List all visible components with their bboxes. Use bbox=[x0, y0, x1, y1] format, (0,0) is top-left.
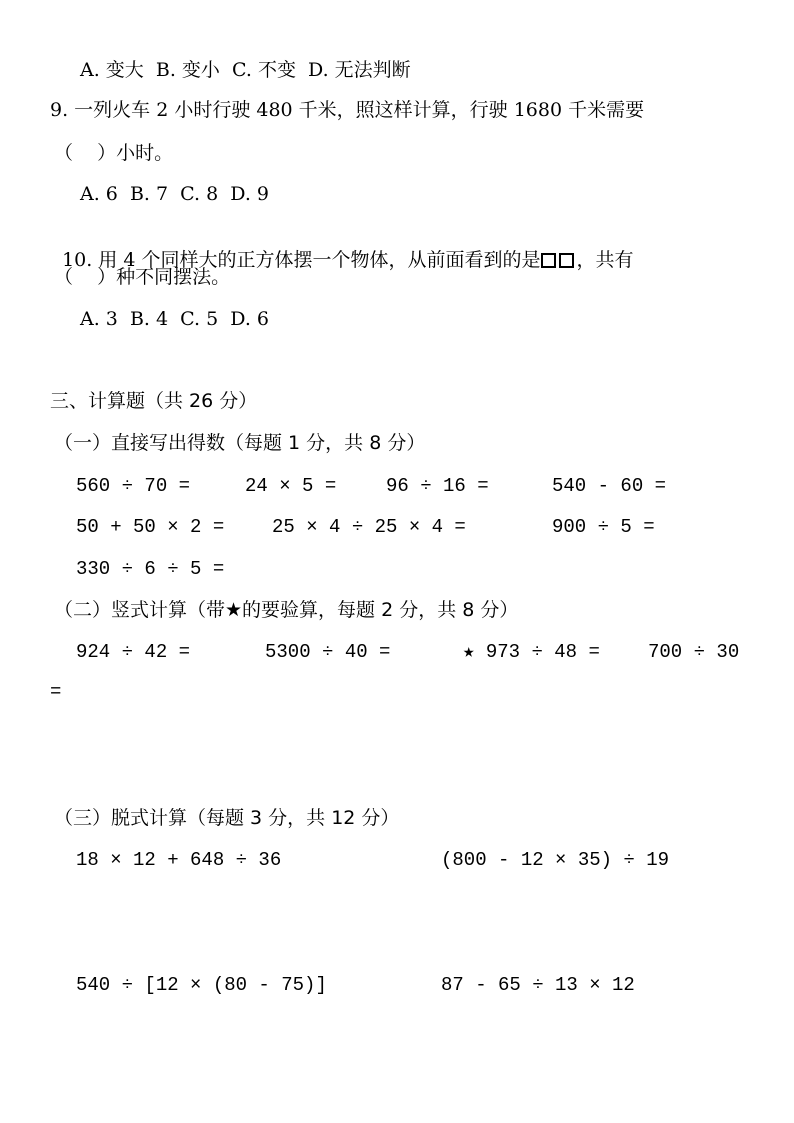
part2-item: 924 ÷ 42 = bbox=[76, 641, 191, 663]
q10-stem-tail: ，共有 bbox=[576, 249, 634, 271]
part1-item: 24 × 5 = bbox=[245, 475, 337, 497]
part1-title: （一）直接写出得数（每题 1 分，共 8 分） bbox=[54, 432, 426, 454]
part2-item-starred: ★ 973 ÷ 48 = bbox=[463, 641, 600, 663]
part3-item: 540 ÷ [12 × (80 - 75)] bbox=[76, 974, 327, 996]
q10-stem: 10. 用 4 个同样大的正方体摆一个物体，从前面看到的是 bbox=[62, 249, 541, 271]
part2-item: 700 ÷ 30 bbox=[648, 641, 740, 663]
q10-stem-line bbox=[50, 224, 634, 271]
part3-item: 18 × 12 + 648 ÷ 36 bbox=[76, 849, 282, 871]
part3-title: （三）脱式计算（每题 3 分，共 12 分） bbox=[54, 807, 400, 829]
q9-blank: （ ）小时。 bbox=[54, 142, 174, 164]
part1-item: 540 - 60 = bbox=[552, 475, 667, 497]
part1-item: 25 × 4 ÷ 25 × 4 = bbox=[272, 516, 466, 538]
part1-item: 330 ÷ 6 ÷ 5 = bbox=[76, 558, 225, 580]
part1-item: 50 + 50 × 2 = bbox=[76, 516, 225, 538]
part3-item: (800 - 12 × 35) ÷ 19 bbox=[441, 849, 670, 871]
part2-item-wrap: = bbox=[50, 681, 62, 703]
q9-options: A. 6 B. 7 C. 8 D. 9 bbox=[80, 183, 270, 205]
q9-stem: 9. 一列火车 2 小时行驶 480 千米，照这样计算，行驶 1680 千米需要 bbox=[50, 99, 645, 121]
part2-title: （二）竖式计算（带★的要验算，每题 2 分，共 8 分） bbox=[54, 599, 519, 621]
section3-title: 三、计算题（共 26 分） bbox=[50, 390, 258, 412]
part3-item: 87 - 65 ÷ 13 × 12 bbox=[441, 974, 635, 996]
part1-item: 560 ÷ 70 = bbox=[76, 475, 191, 497]
q10-blank: （ ）种不同摆法。 bbox=[54, 266, 231, 288]
part1-item: 900 ÷ 5 = bbox=[552, 516, 655, 538]
part1-item: 96 ÷ 16 = bbox=[386, 475, 489, 497]
part2-item: 5300 ÷ 40 = bbox=[265, 641, 391, 663]
q10-options: A. 3 B. 4 C. 5 D. 6 bbox=[80, 308, 270, 330]
front-view-squares-icon bbox=[541, 250, 577, 274]
q8-options: A. 变大 B. 变小 C. 不变 D. 无法判断 bbox=[80, 59, 411, 81]
